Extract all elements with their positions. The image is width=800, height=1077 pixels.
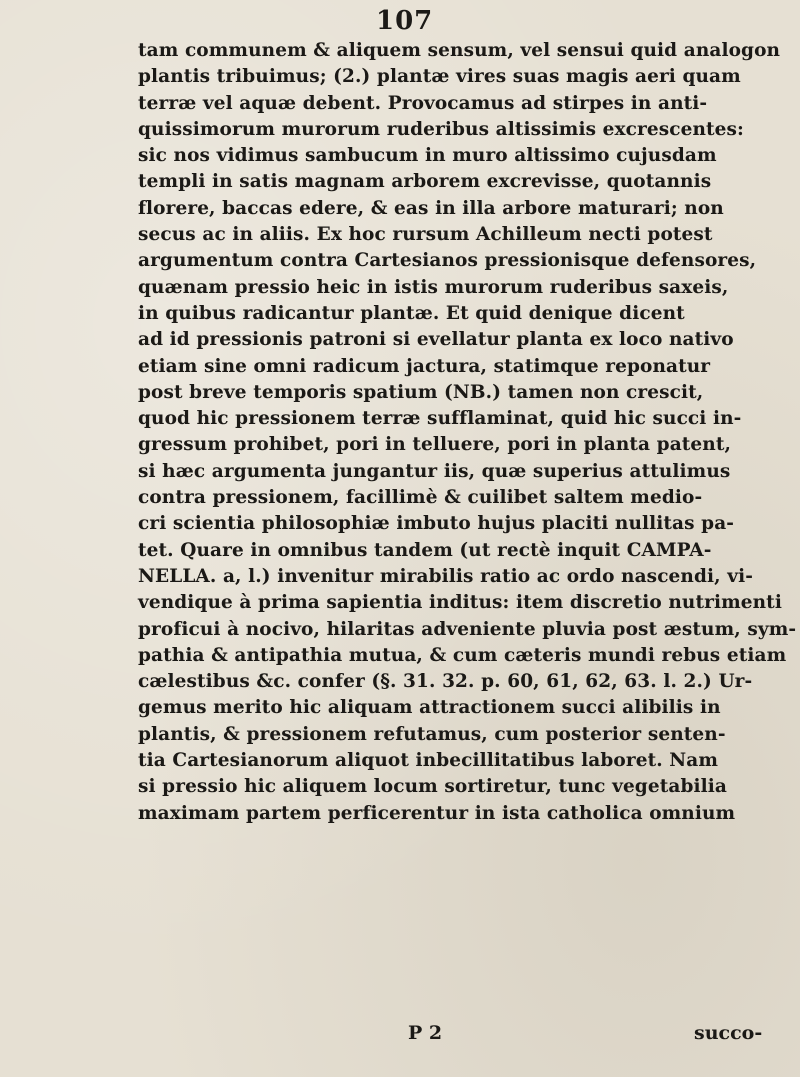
- text-line: cælestibus &c. confer (§. 31. 32. p. 60, 61, 62, 63. l. 2.) Ur-: [138, 671, 753, 693]
- text-line: quissimorum murorum ruderibus altissimis excrescentes:: [138, 118, 744, 140]
- catchword: succo-: [694, 1022, 763, 1044]
- text-line: contra pressionem, facillimè & cuilibet saltem medio-: [138, 487, 703, 509]
- text-line: post breve temporis spatium (NB.) tamen non crescit,: [138, 381, 704, 403]
- text-line: in quibus radicantur plantæ. Et quid denique dicent: [138, 302, 685, 324]
- page-number: 107: [376, 6, 434, 36]
- text-line: maximam partem perficerentur in ista catholica omnium: [138, 802, 736, 824]
- text-line: cri scientia philosophiæ imbuto hujus placiti nullitas pa-: [138, 513, 735, 535]
- text-line: templi in satis magnam arborem excrevisse, quotannis: [138, 171, 712, 193]
- text-line: proficui à nocivo, hilaritas adveniente pluvia post æstum, sym-: [138, 618, 797, 640]
- text-line: tia Cartesianorum aliquot inbecillitatibus laboret. Nam: [138, 750, 719, 772]
- text-line: argumentum contra Cartesianos pressionisque defensores,: [138, 250, 757, 272]
- text-line: terræ vel aquæ debent. Provocamus ad stirpes in anti-: [138, 92, 708, 114]
- text-line: gressum prohibet, pori in telluere, pori in planta patent,: [138, 434, 732, 456]
- text-line: ad id pressionis patroni si evellatur planta ex loco nativo: [138, 329, 734, 351]
- text-line: plantis, & pressionem refutamus, cum posterior senten-: [138, 723, 726, 745]
- text-line: tet. Quare in omnibus tandem (ut rectè inquit CAMPA-: [138, 539, 712, 561]
- text-line: etiam sine omni radicum jactura, statimque reponatur: [138, 355, 711, 377]
- text-line: secus ac in aliis. Ex hoc rursum Achilleum necti potest: [138, 224, 713, 246]
- text-line: florere, baccas edere, & eas in illa arbore maturari; non: [138, 197, 724, 219]
- text-line: NELLA. a, l.) invenitur mirabilis ratio ac ordo nascendi, vi-: [138, 565, 753, 587]
- text-line: quænam pressio heic in istis murorum ruderibus saxeis,: [138, 276, 729, 298]
- text-line: si hæc argumenta jungantur iis, quæ superius attulimus: [138, 460, 731, 482]
- signature-mark: P 2: [408, 1022, 443, 1044]
- text-line: vendique à prima sapientia inditus: item discretio nutrimenti: [138, 592, 782, 614]
- text-line: plantis tribuimus; (2.) plantæ vires suas magis aeri quam: [138, 66, 741, 88]
- page-footer: [138, 1022, 778, 1052]
- text-line: sic nos vidimus sambucum in muro altissimo cujusdam: [138, 145, 717, 167]
- body-text: [138, 38, 797, 827]
- text-line: quod hic pressionem terræ sufflaminat, quid hic succi in-: [138, 408, 742, 430]
- text-line: si pressio hic aliquem locum sortiretur, tunc vegetabilia: [138, 776, 727, 798]
- text-line: gemus merito hic aliquam attractionem succi alibilis in: [138, 697, 721, 719]
- text-line: tam communem & aliquem sensum, vel sensui quid analogon: [138, 40, 781, 61]
- text-line: pathia & antipathia mutua, & cum cæteris mundi rebus etiam: [138, 644, 787, 666]
